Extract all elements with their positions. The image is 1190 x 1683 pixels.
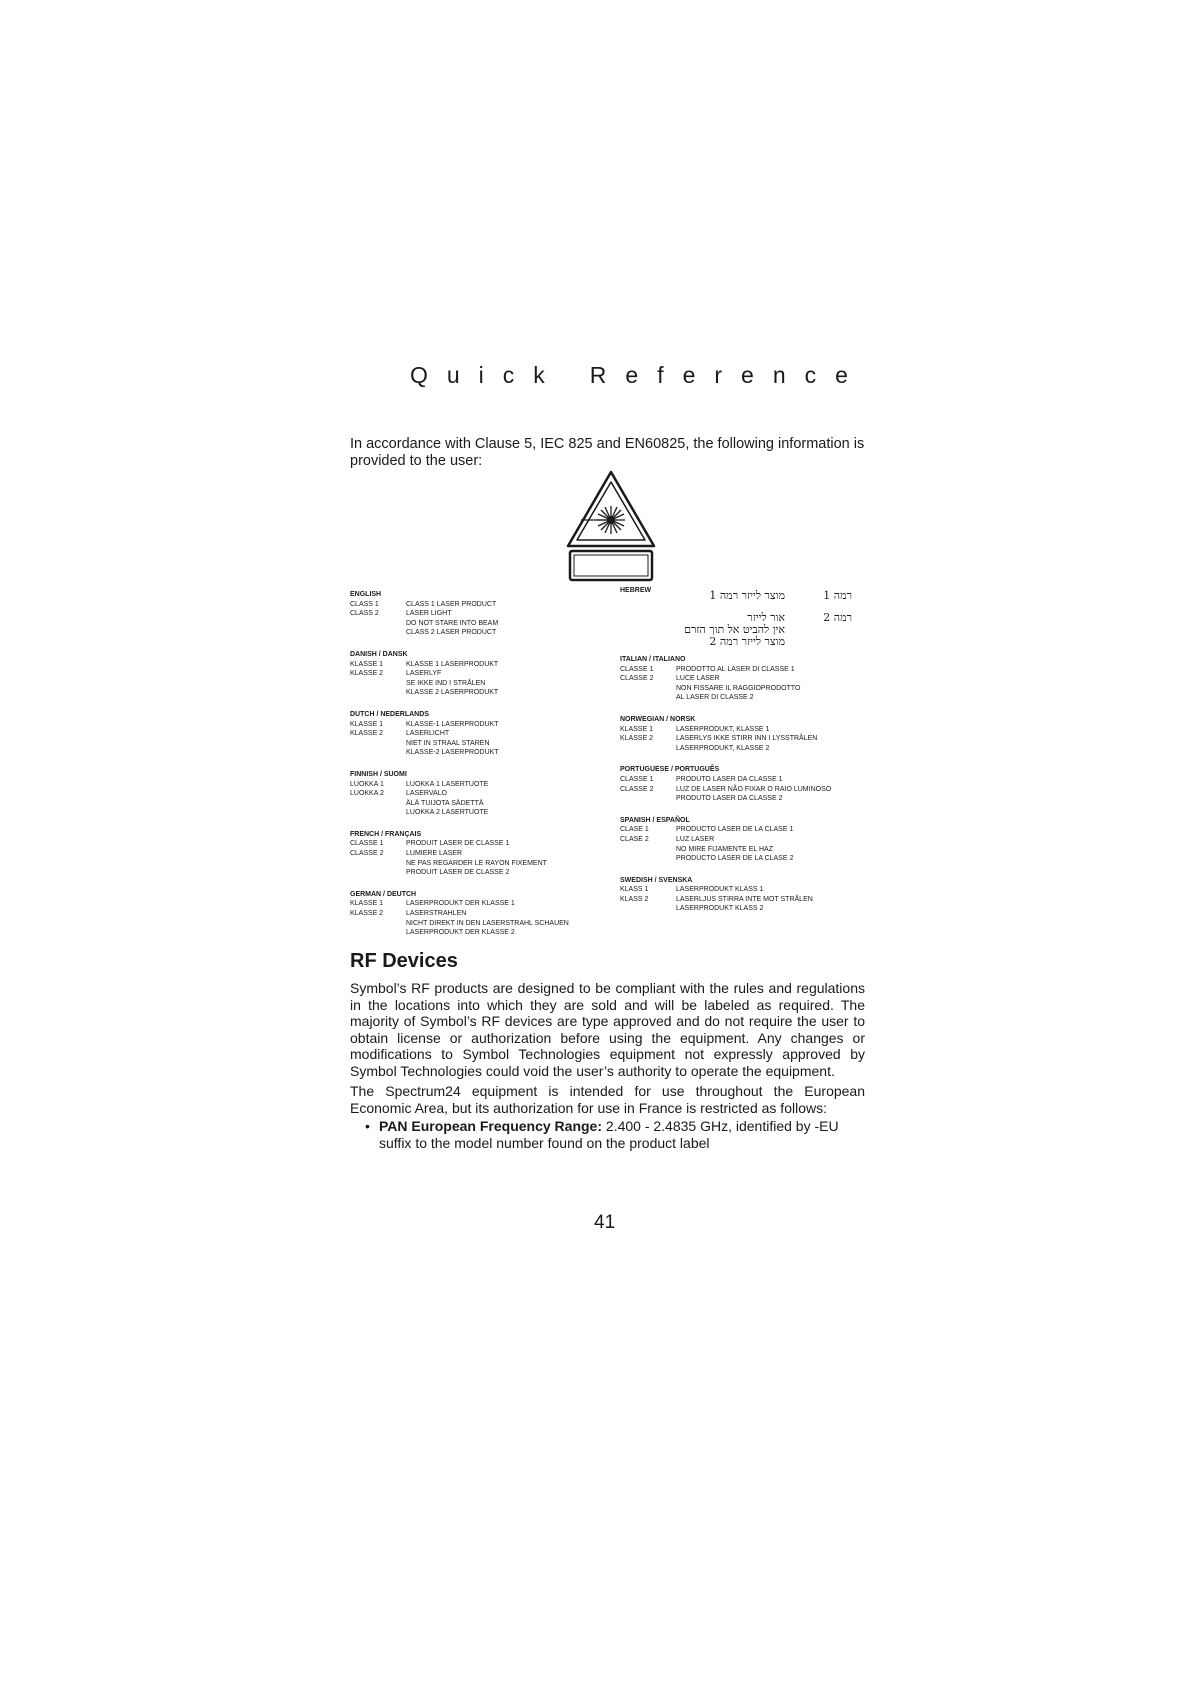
class-label	[350, 619, 406, 629]
class-text: LASERVALO	[406, 790, 447, 798]
lang-row	[620, 825, 880, 835]
lang-title: ENGLISH	[350, 591, 382, 598]
lang-row	[350, 899, 610, 909]
class-text: LUZ DE LASER NÃO FIXAR O RAIO LUMINOSO	[676, 785, 832, 793]
class-label: LUOKKA 2	[350, 790, 384, 798]
class-text: LUOKKA 1 LASERTUOTE	[406, 780, 489, 788]
class-text: LASER LIGHT	[406, 610, 452, 618]
class-text: LASERPRODUKT DER KLASSE 1	[406, 900, 515, 908]
lang-row	[350, 739, 610, 749]
hebrew-line: מוצר לייזר רמה 1	[709, 589, 785, 602]
hebrew-class-label: רמה 2	[823, 611, 852, 624]
header-word-reference: Reference	[589, 362, 867, 388]
lang-row	[350, 859, 610, 869]
intro-paragraph: In accordance with Clause 5, IEC 825 and EN60825, the following information is provided to the user:	[350, 436, 865, 469]
class-label: CLASE 1	[620, 826, 649, 834]
class-label: CLASSE 1	[620, 665, 654, 673]
class-label: KLASS 1	[620, 886, 649, 894]
lang-title: FINNISH / SUOMI	[350, 770, 407, 778]
lang-row	[620, 835, 880, 845]
class-text: NE PAS REGARDER LE RAYON FIXEMENT	[406, 859, 547, 867]
class-label: CLASSE 2	[350, 850, 384, 858]
lang-block-spanish	[620, 816, 880, 864]
class-text: PRODOTTO AL LASER DI CLASSE 1	[676, 665, 795, 673]
class-text: NON FISSARE IL RAGGIOPRODOTTO	[676, 684, 801, 692]
class-label: CLASSE 1	[350, 840, 384, 848]
class-text: PRODUTO LASER DA CLASSE 1	[676, 775, 783, 783]
class-text: PRODUIT LASER DE CLASSE 1	[406, 840, 510, 848]
lang-row	[350, 849, 610, 859]
class-label	[350, 688, 406, 698]
class-label	[620, 744, 676, 754]
lang-title: GERMAN / DEUTCH	[350, 890, 417, 898]
class-text: LUZ LASER	[676, 835, 715, 843]
class-label	[350, 919, 406, 929]
class-text: LASERPRODUKT DER KLASSE 2	[406, 929, 515, 937]
class-label: CLASSE 2	[620, 785, 654, 793]
class-text: KLASSE 2 LASERPRODUKT	[406, 689, 499, 697]
class-label	[350, 748, 406, 758]
lang-row	[350, 799, 610, 809]
lang-row	[620, 785, 880, 795]
lang-row	[350, 609, 610, 619]
lang-title: FRENCH / FRANÇAIS	[350, 830, 422, 838]
hebrew-line: אור לייזר	[747, 611, 785, 624]
class-text: LASERLYS IKKE STIRR INN I LYSSTRÅLEN	[676, 735, 818, 743]
class-text: PRODUIT LASER DE CLASSE 2	[406, 869, 510, 877]
class-label	[620, 684, 676, 694]
laser-warning-icon	[566, 470, 656, 582]
class-text: LASERLJUS STIRRA INTE MOT STRÅLEN	[676, 895, 813, 903]
class-text: KLASSE 1 LASERPRODUKT	[406, 660, 499, 668]
class-label	[350, 859, 406, 869]
bullet-content	[379, 1118, 865, 1151]
class-text: LUCE LASER	[676, 675, 720, 683]
lang-block-dutch	[350, 710, 610, 758]
class-text: DO NOT STARE INTO BEAM	[406, 619, 499, 627]
class-text: PRODUCTO LASER DE LA CLASE 1	[676, 826, 794, 834]
class-label: KLASSE 2	[350, 670, 384, 678]
page-header	[410, 362, 867, 389]
lang-row	[620, 684, 880, 694]
class-label: KLASSE 1	[350, 660, 384, 668]
lang-block-italian	[620, 655, 880, 703]
bullet-text: 2.400 - 2.4835 GHz, identified by -EU suffix to the model number found on the product label	[379, 1118, 839, 1151]
hebrew-class-label: רמה 1	[823, 589, 852, 602]
lang-block-finnish	[350, 770, 610, 818]
lang-title: HEBREW	[620, 587, 652, 594]
class-label	[620, 854, 676, 864]
lang-row	[620, 895, 880, 905]
lang-row	[350, 628, 610, 638]
lang-row	[350, 679, 610, 689]
lang-row	[350, 619, 610, 629]
class-text: LASERPRODUKT KLASS 2	[676, 905, 764, 913]
class-label: KLASSE 2	[350, 730, 384, 738]
lang-row	[620, 854, 880, 864]
class-text: NO MIRE FIJAMENTE EL HAZ	[676, 845, 773, 853]
class-label: CLASS 1	[350, 600, 379, 608]
class-text: LASERPRODUKT KLASS 1	[676, 886, 764, 894]
lang-block-portuguese	[620, 765, 880, 803]
class-text: LASERPRODUKT, KLASSE 2	[676, 744, 770, 752]
lang-row	[350, 789, 610, 799]
lang-row	[350, 729, 610, 739]
class-label: CLASSE 1	[620, 775, 654, 783]
class-text: KLASSE-2 LASERPRODUKT	[406, 749, 499, 757]
class-label: KLASSE 1	[350, 900, 384, 908]
bullet-icon: •	[365, 1118, 370, 1134]
class-text: ÄLÄ TUIJOTA SÄDETTÄ	[406, 799, 484, 807]
lang-block-hebrew	[620, 587, 860, 649]
class-text: LASERLYF	[406, 670, 442, 678]
lang-row	[620, 734, 880, 744]
class-text: LASERSTRAHLEN	[406, 910, 467, 918]
lang-row	[620, 845, 880, 855]
class-label: LUOKKA 1	[350, 780, 384, 788]
lang-row	[350, 748, 610, 758]
lang-title: DUTCH / NEDERLANDS	[350, 710, 429, 718]
lang-row	[350, 660, 610, 670]
class-text: NICHT DIREKT IN DEN LASERSTRAHL SCHAUEN	[406, 919, 569, 927]
class-text: PRODUTO LASER DA CLASSE 2	[676, 795, 783, 803]
class-text: NIET IN STRAAL STAREN	[406, 739, 490, 747]
class-label: CLASS 2	[350, 610, 379, 618]
hebrew-line: מוצר לייזר רמה 2	[709, 635, 785, 648]
rf-paragraph-1: Symbol’s RF products are designed to be compliant with the rules and regulations in the locations into which they are sold and will be labeled as required. The majority of Symbol’s RF devices are type approved and do not require the user to obtain license or authorization before using the equipment. Any changes or modifications to Symbol Technologies equipment not expressly approved by Symbol Technologies could void the user’s authority to operate the equipment.	[350, 980, 865, 1079]
class-text: CLASS 2 LASER PRODUCT	[406, 629, 497, 637]
lang-block-danish	[350, 650, 610, 698]
class-label	[350, 928, 406, 938]
class-label	[620, 794, 676, 804]
lang-block-english	[350, 590, 610, 638]
page-number: 41	[594, 1212, 616, 1233]
class-text: LASERLICHT	[406, 730, 450, 738]
lang-row	[350, 669, 610, 679]
lang-row	[350, 868, 610, 878]
class-label: KLASSE 2	[620, 735, 654, 743]
lang-row	[350, 808, 610, 818]
class-text: LUOKKA 2 LASERTUOTE	[406, 809, 489, 817]
class-label	[350, 868, 406, 878]
class-label	[350, 799, 406, 809]
lang-title: DANISH / DANSK	[350, 650, 408, 658]
lang-block-french	[350, 830, 610, 878]
lang-title: SWEDISH / SVENSKA	[620, 876, 693, 884]
lang-row	[350, 600, 610, 610]
lang-row	[350, 909, 610, 919]
lang-row	[350, 839, 610, 849]
bullet-label: PAN European Frequency Range:	[379, 1118, 603, 1134]
lang-row	[350, 919, 610, 929]
class-text: AL LASER DI CLASSE 2	[676, 694, 754, 702]
lang-row	[350, 688, 610, 698]
right-language-column	[620, 655, 880, 926]
class-label	[350, 808, 406, 818]
lang-row	[620, 674, 880, 684]
class-label	[350, 628, 406, 638]
class-label	[350, 679, 406, 689]
class-label	[620, 904, 676, 914]
lang-row	[620, 744, 880, 754]
class-label	[350, 739, 406, 749]
lang-block-german	[350, 890, 610, 938]
lang-row	[620, 775, 880, 785]
frequency-range-bullet	[365, 1118, 865, 1151]
lang-title: SPANISH / ESPAÑOL	[620, 816, 690, 824]
class-label: CLASE 2	[620, 835, 649, 843]
lang-row	[350, 928, 610, 938]
class-text: CLASS 1 LASER PRODUCT	[406, 600, 497, 608]
lang-title: ITALIAN / ITALIANO	[620, 656, 686, 663]
class-label: CLASSE 2	[620, 675, 654, 683]
class-text: PRODUCTO LASER DE LA CLASE 2	[676, 855, 794, 863]
class-text: LUMIERE LASER	[406, 850, 463, 858]
lang-title: NORWEGIAN / NORSK	[620, 715, 696, 723]
lang-row	[350, 720, 610, 730]
section-title-rf-devices: RF Devices	[350, 950, 458, 972]
rf-paragraph-2: The Spectrum24 equipment is intended for use throughout the European Economic Area, but its authorization for use in France is restricted as follows:	[350, 1083, 865, 1116]
class-label: KLASSE 2	[350, 910, 384, 918]
class-label	[620, 845, 676, 855]
lang-block-swedish	[620, 876, 880, 914]
lang-row	[620, 904, 880, 914]
class-text: LASERPRODUKT, KLASSE 1	[676, 725, 770, 733]
class-label	[620, 693, 676, 703]
lang-title: PORTUGUESE / PORTUGUÊS	[620, 766, 720, 774]
left-language-column	[350, 590, 610, 950]
lang-row	[350, 780, 610, 790]
lang-row	[620, 794, 880, 804]
hebrew-line: אין להביט אל תוך הזרם	[684, 623, 785, 636]
lang-row	[620, 693, 880, 703]
class-text: KLASSE-1 LASERPRODUKT	[406, 720, 499, 728]
lang-block-norwegian	[620, 715, 880, 753]
class-label: KLASSE 1	[620, 725, 654, 733]
lang-row	[620, 885, 880, 895]
class-label: KLASSE 1	[350, 720, 384, 728]
lang-row	[620, 725, 880, 735]
class-text: SE IKKE IND I STRÅLEN	[406, 679, 486, 687]
class-label: KLASS 2	[620, 895, 649, 903]
header-word-quick: Quick	[410, 362, 564, 388]
lang-row	[620, 665, 880, 675]
